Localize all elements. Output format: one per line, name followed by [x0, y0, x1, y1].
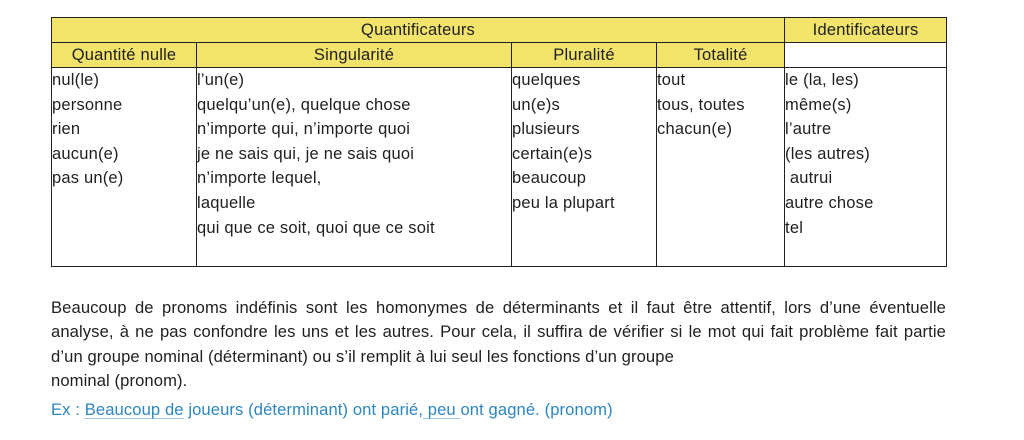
- list-item: rien: [52, 120, 81, 139]
- header-quantificateurs: Quantificateurs: [52, 18, 785, 43]
- list-item: (les autres): [785, 144, 870, 163]
- list-item: qui que ce soit, quoi que ce soit: [197, 218, 435, 237]
- header-singularite: Singularité: [197, 43, 512, 68]
- list-item: tout: [657, 71, 686, 89]
- cell-totalite: [657, 68, 785, 267]
- list-item: chacun(e): [657, 120, 733, 139]
- example-sentence: [51, 398, 613, 422]
- example-underlined-determiner: Beaucoup de: [84, 400, 184, 419]
- list-item: quelqu’un(e), quelque chose: [197, 95, 411, 114]
- list-item: même(s): [785, 95, 852, 114]
- list-item: laquelle: [197, 193, 256, 212]
- header-blank-cell: [785, 43, 947, 68]
- example-end: ont gagné. (pronom): [460, 400, 613, 419]
- group-header-row: [52, 18, 947, 43]
- list-item: beaucoup: [512, 169, 587, 188]
- list-item: un(e)s: [512, 95, 560, 114]
- list-item: aucun(e): [52, 144, 119, 163]
- header-pluralite: Pluralité: [512, 43, 657, 68]
- cell-singularite: [197, 68, 512, 267]
- list-item: l’un(e): [197, 71, 245, 89]
- paragraph-body: Beaucoup de pronoms indéfinis sont les homonymes de déterminants et il faut être attentif, lors d’une éventuelle analyse, à ne pas confondre les uns et les autres. Pour cela, il suffira de vérifier si le mot qui fait problème fait partie d’un groupe nominal (déterminant) ou s’il remplit à lui seul les fonctions d’un groupe: [51, 298, 946, 366]
- list-item: tous, toutes: [657, 95, 745, 114]
- list-item: certain(e)s: [512, 144, 593, 163]
- list-item: quelques: [512, 71, 581, 89]
- list-item: autre chose: [785, 193, 874, 212]
- paragraph-last-line: nominal (pronom).: [51, 371, 188, 391]
- list-item: peu la plupart: [512, 193, 615, 212]
- list-item: n’importe qui, n’importe quoi: [197, 120, 411, 139]
- list-item: l’autre: [785, 120, 832, 139]
- cell-pluralite: [512, 68, 657, 267]
- cell-quantite-nulle: [52, 68, 197, 267]
- list-item: n’importe lequel,: [197, 169, 322, 188]
- example-prefix: Ex :: [51, 400, 85, 419]
- header-quantite-nulle: Quantité nulle: [52, 43, 197, 68]
- example-underlined-pronoun: peu: [423, 400, 461, 419]
- example-middle: joueurs (déterminant) ont parié,: [183, 400, 424, 419]
- list-item: autrui: [785, 169, 833, 188]
- indefinite-pronouns-table: [51, 17, 947, 267]
- pronouns-table-container: [51, 17, 946, 267]
- explanation-paragraph: [51, 296, 946, 394]
- list-item: personne: [52, 95, 123, 114]
- list-item: tel: [785, 218, 804, 237]
- column-header-row: [52, 43, 947, 68]
- list-item: plusieurs: [512, 120, 580, 139]
- list-item: le (la, les): [785, 71, 859, 89]
- list-item: nul(le): [52, 71, 100, 89]
- list-item: je ne sais qui, je ne sais quoi: [197, 144, 415, 163]
- table-body-row: [52, 68, 947, 267]
- header-identificateurs: Identificateurs: [785, 18, 947, 43]
- cell-identificateurs: [785, 68, 947, 267]
- header-totalite: Totalité: [657, 43, 785, 68]
- list-item: pas un(e): [52, 169, 124, 188]
